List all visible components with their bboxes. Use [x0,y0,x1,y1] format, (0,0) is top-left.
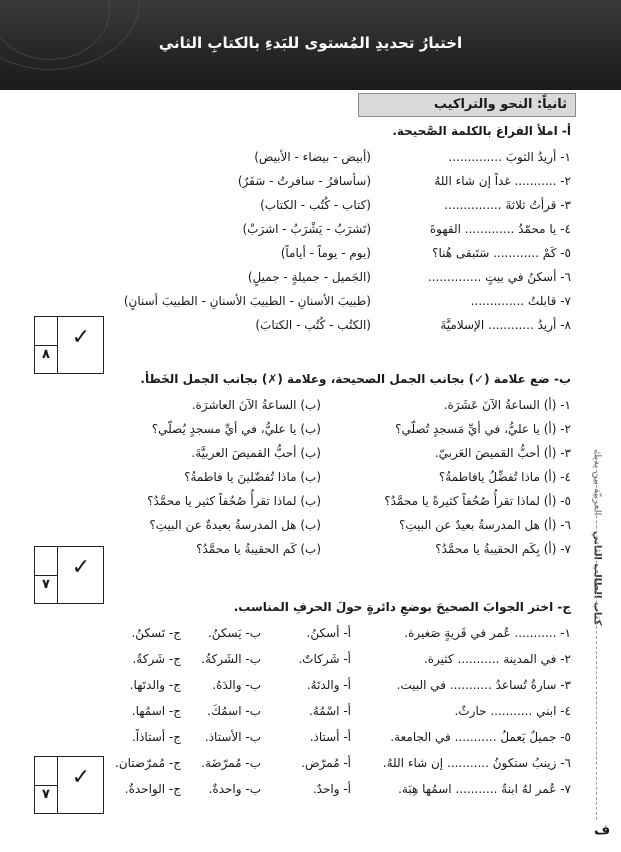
score-value: ٨ [42,347,50,362]
options-text: (يوم - يوماً - أياماً) [280,246,371,260]
question-text: ٣- سارةُ تُساعدُ ........... في البيت. [396,678,571,692]
part-a-row [0,174,621,196]
score-box[interactable] [34,756,104,814]
score-value: ٧ [42,787,50,802]
option-b-text: (ب) لماذا تقرأُ صُحُفاً كثير يا محمَّدُ؟ [147,494,321,508]
option-a-text: ٧- (أ) بِكَم الحقيبةُ يا محمَّدُ؟ [435,542,571,556]
question-text: ١- أريدُ الثوبَ .............. [448,150,571,164]
part-a-row [0,246,621,268]
part-c-title: ج- اختر الجوابَ الصحيحَ بوضعِ دائرةٍ حولَ الحرفِ المناسب. [233,600,571,614]
question-text: ٤- ابني ........... حارثٌ. [454,704,571,718]
part-c-row [0,704,621,726]
options-text: (سأسافرُ - سافرتُ - سَفَرٌ) [237,174,371,188]
question-text: ١- ........... عُمر في قَريةٍ صَغيرة. [404,626,571,640]
choice-b[interactable]: ب- واحدةٌ. [208,782,261,796]
part-a-row [0,222,621,244]
part-a-row [0,270,621,292]
choice-a[interactable]: أ- أسكنُ. [306,626,351,640]
choice-c[interactable]: ج- تَسكنُ. [131,626,181,640]
question-text: ٢- ........... غداً إن شاء اللهُ [434,174,571,188]
question-text: ٧- قابلتُ .............. [470,294,571,308]
option-a-text: ٤- (أ) ماذا تُفضِّلُ يافاطمةُ؟ [438,470,571,484]
part-a-row [0,198,621,220]
choice-b[interactable]: ب- مُمرّضَة. [201,756,261,770]
options-text: (الجَميل - جميلةٍ - جميلٍ) [247,270,371,284]
options-text: (تَشرَبُ - يَشْرَبُ - اشرَبْ) [242,222,371,236]
choice-c[interactable]: ج- الواحدةُ. [124,782,181,796]
option-b-text: (ب) ماذا تُفضّلينَ يا فاطمةُ؟ [184,470,321,484]
part-b-row [0,398,621,420]
option-a-text: ٦- (أ) هل المدرسةُ بعيدٌ عن البيتِ؟ [398,518,571,532]
option-b-text: (ب) كَم الحقيبةُ يا محمَّدُ؟ [196,542,321,556]
choice-a[interactable]: أ- واحدٌ. [312,782,351,796]
page-header [0,0,621,90]
part-a-title: أ- املأ الفراغ بالكلمة الصَّحيحة. [392,124,571,138]
choice-c[interactable]: ج- اسمُها. [131,704,181,718]
choice-c[interactable]: ج- والدتَها. [129,678,181,692]
choice-a[interactable]: أ- مُمرّض. [301,756,351,770]
choice-b[interactable]: ب- الشَركةُ. [201,652,261,666]
choice-b[interactable]: ب- والدَهُ. [212,678,261,692]
question-text: ٥- كَمْ ............ سَتَبقى هُنا؟ [432,246,571,260]
choice-b[interactable]: ب- اسمُكَ. [207,704,261,718]
check-icon: ✓ [71,765,91,790]
choice-b[interactable]: ب- الأستاذ. [204,730,261,744]
part-b-row [0,494,621,516]
question-text: ٣- قرأتُ ثلاثةَ ............... [444,198,571,212]
part-c-row [0,678,621,700]
part-b-row [0,518,621,540]
score-box[interactable] [34,316,104,374]
check-icon: ✓ [71,325,91,350]
choice-b[interactable]: ب- يَسكنُ. [207,626,261,640]
part-c-row [0,626,621,648]
part-c-row [0,730,621,752]
options-text: (أبيض - بيضاء - الأبيض) [254,150,371,164]
choice-c[interactable]: ج- مُمرّضتان. [115,756,181,770]
part-b-row [0,446,621,468]
question-text: ٦- زينبُ ستكونُ ........... إن شاء اللهُ. [382,756,571,770]
question-text: ٤- يا محمّدُ ............. القهوةَ [429,222,571,236]
part-a-row [0,294,621,316]
options-text: (كتاب - كُتُب - الكتاب) [260,198,371,212]
check-icon: ✓ [71,555,91,580]
choice-c[interactable]: ج- أستاذاً. [131,730,181,744]
page-title: اختبارُ تحديدِ المُستوى للبَدءِ بالكتابِ الثاني [158,34,463,52]
options-text: (طبيبَ الأسنانِ - الطبيبَ الأسنانِ - الطبيبَ أسنانٍ) [123,294,371,308]
choice-c[interactable]: ج- شَركةٌ. [132,652,181,666]
option-a-text: ٥- (أ) لماذا تقرأُ صُحُفاً كثيرةً يا محمَّدُ؟ [384,494,571,508]
choice-a[interactable]: أ- والدتَهُ. [306,678,351,692]
option-b-text: (ب) الساعةُ الآنَ العاشرَة. [191,398,321,412]
score-box[interactable] [34,546,104,604]
part-b-row [0,422,621,444]
question-text: ٥- جميلٌ يَعملُ ........... في الجامعة. [390,730,571,744]
choice-a[interactable]: أ- اسْمُهُ. [308,704,351,718]
side-book-title: كتاب الطالب الثاني [591,531,603,626]
question-text: ٧- عُمر لهُ ابنةٌ ........... اسمُها هِبَة. [398,782,571,796]
choice-a[interactable]: أ- أستاذ. [309,730,351,744]
option-a-text: ٢- (أ) يا عليُّ، في أيِّ مَسجدٍ تُصلّي؟ [395,422,571,436]
question-text: ٢- في المدينة ........... كثيرة. [423,652,571,666]
part-b-title: ب- ضع علامة (✓) بجانب الجمل الصحيحة، وعلامة (✗) بجانب الجمل الخَطأ. [140,372,571,386]
section-heading: ثانياً: النحو والتراكيب [358,93,576,117]
option-b-text: (ب) أحبُّ القميصَ العربيَّةَ. [191,446,321,460]
part-b-row [0,470,621,492]
side-series-title: العربيّة بين يديك [591,449,603,516]
option-a-text: ٣- (أ) أحبُّ القميصَ العَربيّ. [434,446,571,460]
option-b-text: (ب) هل المدرسةُ بعيدةٌ عن البيتِ؟ [149,518,321,532]
option-a-text: ١- (أ) الساعةُ الآنَ عَشَرَة. [443,398,571,412]
options-text: (الكتُب - كُتُب - الكتابَ) [255,318,371,332]
score-value: ٧ [42,577,50,592]
question-text: ٦- أسكنُ في بيتٍ .............. [427,270,571,284]
question-text: ٨- أريدُ ............ الإسلاميَّةَ [440,318,571,332]
page-number: ف [594,822,611,838]
part-a-row [0,150,621,172]
option-b-text: (ب) يا عليُّ، في أيِّ مسجدٍ يُصلّي؟ [151,422,321,436]
part-c-row [0,652,621,674]
choice-a[interactable]: أ- شَركاتٌ. [298,652,351,666]
